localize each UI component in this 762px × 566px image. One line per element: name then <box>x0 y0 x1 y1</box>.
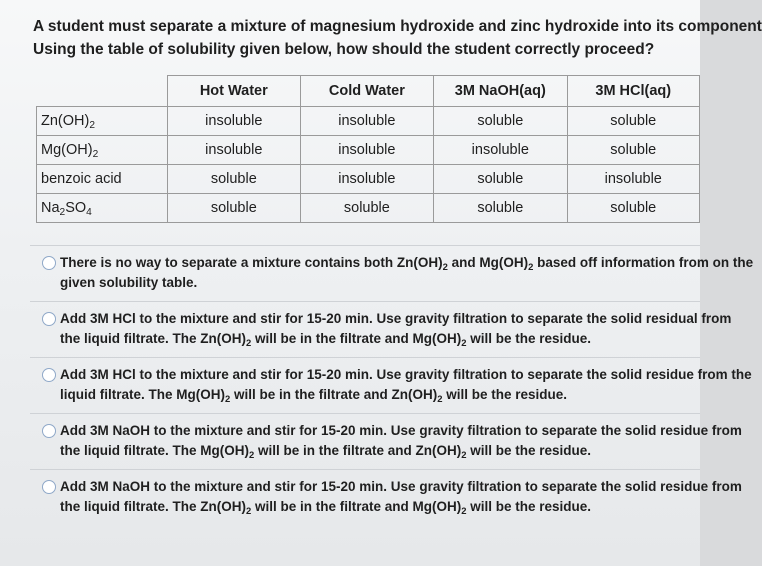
option-line: Add 3M NaOH to the mixture and stir for 15-20 min. Use gravity filtration to separate the solid residue from <box>60 423 742 438</box>
table-cell: insoluble <box>300 107 433 136</box>
table-header-row <box>37 76 700 107</box>
radio-button-icon[interactable] <box>42 368 56 382</box>
compound-name: $Mg(OH)_2$ <box>37 136 168 165</box>
option-line: Add 3M NaOH to the mixture and stir for 15-20 min. Use gravity filtration to separate the solid residue from <box>60 479 742 494</box>
radio-button-icon[interactable] <box>42 424 56 438</box>
table-corner <box>37 76 168 107</box>
question-line-1: A student must separate a mixture of magnesium hydroxide and zinc hydroxide into its component <box>33 18 762 35</box>
table-cell: soluble <box>167 165 300 194</box>
answer-option-1[interactable] <box>30 245 754 301</box>
table-cell: soluble <box>567 194 699 223</box>
option-line: the liquid filtrate. The $Zn(OH)_2$ will be in the filtrate and $Mg(OH)_2$ will be the residue. <box>60 499 592 517</box>
compound-name: benzoic acid <box>37 165 168 194</box>
table-cell: insoluble <box>300 136 433 165</box>
radio-button-icon[interactable] <box>42 480 56 494</box>
column-header: Hot Water <box>167 76 300 107</box>
question-text <box>33 15 762 61</box>
answer-option-3[interactable] <box>30 357 752 413</box>
table-cell: soluble <box>567 107 699 136</box>
solubility-table <box>36 75 700 223</box>
table-cell: insoluble <box>167 107 300 136</box>
answer-option-4[interactable] <box>30 413 742 469</box>
option-line: Add 3M HCl to the mixture and stir for 15-20 min. Use gravity filtration to separate the solid residue from the <box>60 367 752 382</box>
column-header: 3M NaOH(aq) <box>434 76 567 107</box>
compound-name: $Zn(OH)_2$ <box>37 107 168 136</box>
table-cell: insoluble <box>434 136 567 165</box>
table-cell: insoluble <box>300 165 433 194</box>
table-row <box>37 107 700 136</box>
answer-option-5[interactable] <box>30 469 742 525</box>
option-line: the liquid filtrate. The $Zn(OH)_2$ will be in the filtrate and $Mg(OH)_2$ will be the residue. <box>60 331 592 349</box>
radio-button-icon[interactable] <box>42 256 56 270</box>
compound-name: $Na_2SO_4$ <box>37 194 168 223</box>
table-cell: soluble <box>167 194 300 223</box>
table-row <box>37 136 700 165</box>
table-cell: insoluble <box>567 165 699 194</box>
column-header: 3M HCl(aq) <box>567 76 699 107</box>
question-line-2: Using the table of solubility given below, how should the student correctly proceed? <box>33 41 655 58</box>
table-row <box>37 165 700 194</box>
table-cell: soluble <box>300 194 433 223</box>
table-cell: soluble <box>434 165 567 194</box>
table-cell: soluble <box>434 194 567 223</box>
table-cell: soluble <box>434 107 567 136</box>
answer-option-2[interactable] <box>30 301 732 357</box>
table-cell: insoluble <box>167 136 300 165</box>
option-line: There is no way to separate a mixture contains both $Zn(OH)_2$ and $Mg(OH)_2$ based off information from on the <box>60 255 754 273</box>
answer-choices <box>30 245 754 525</box>
option-line: liquid filtrate. The $Mg(OH)_2$ will be in the filtrate and $Zn(OH)_2$ will be the residue. <box>60 387 568 405</box>
column-header: Cold Water <box>300 76 433 107</box>
option-line: Add 3M HCl to the mixture and stir for 15-20 min. Use gravity filtration to separate the solid residual from <box>60 311 732 326</box>
table-cell: soluble <box>567 136 699 165</box>
option-line: the liquid filtrate. The $Mg(OH)_2$ will be in the filtrate and $Zn(OH)_2$ will be the residue. <box>60 443 592 461</box>
option-line: given solubility table. <box>60 275 198 290</box>
table-row <box>37 194 700 223</box>
radio-button-icon[interactable] <box>42 312 56 326</box>
